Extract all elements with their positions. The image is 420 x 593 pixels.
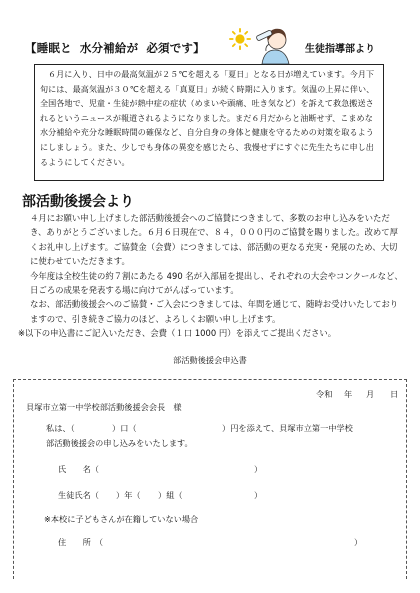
form-title: 部活動後援会申込書: [173, 355, 247, 365]
date-year: 年: [344, 389, 353, 399]
date-month: 月: [366, 389, 375, 399]
date-day: 日: [390, 389, 399, 399]
heading-part-1: 【睡眠と: [25, 41, 72, 55]
amount-open: ）口（: [112, 423, 137, 433]
address-label: 住 所 （: [58, 537, 104, 547]
name-close: ）: [254, 464, 263, 474]
announcement-heading: [25, 40, 205, 56]
section-paragraph-2: 今年度は全校生徒の約７割にあたる 490 名が入部届を提出し、それぞれの大会やコンクールなど、日ごろの成果を発表する場に向けてがんばっています。: [30, 270, 403, 296]
student-name-label: 生徒氏名（: [58, 490, 99, 500]
cut-out-form: [13, 379, 407, 579]
amount-close: ）円を添えて、貝塚市立第一中学校: [222, 423, 353, 433]
non-enrolled-note: ※本校に子どもさんが在籍していない場合: [44, 514, 199, 524]
student-grade: ）年（: [116, 490, 141, 500]
name-label: 氏 名（: [58, 464, 99, 474]
section-paragraph-4: ※以下の申込書にご記入いただき、会費（１口 1000 円）を添えてご提出ください。: [18, 328, 337, 339]
application-line: 部活動後援会の申し込みをいたします。: [46, 438, 193, 448]
heading-part-3: 必須です】: [146, 41, 205, 55]
student-class: ）組（: [158, 490, 183, 500]
heading-part-2: 水分補給が: [79, 41, 139, 55]
addressee: 貝塚市立第一中学校部活動後援会会長 様: [26, 402, 182, 412]
date-era: 令和: [316, 389, 333, 399]
student-close: ）: [254, 490, 263, 500]
sun-icon: [229, 28, 251, 50]
girl-drinking-water-illustration: [252, 20, 298, 66]
address-close: ）: [354, 537, 363, 547]
units-open: 私は、（: [46, 423, 75, 433]
section-heading: 部活動後援会より: [22, 194, 134, 210]
notice-paragraph: ６月に入り、日中の最高気温が２５℃を超える「夏日」となる日が増えています。今月下旬には、最高気温が３０℃を超える「真夏日」が続く時期に入ります。気温の上昇に伴い、全国各地で、児童・生徒が熱中症の症状（めまいや頭痛、吐き気など）を訴えて救急搬送されるというニュースが報道されるようになりました。まだ６月だからと油断せず、こまめな水分補給や充分な睡眠時間の確保など、自分自身の身体と健康を守るための対策を取るようにしましょう。また、少しでも身体の異変を感じたら、我慢せずにすぐに先生たちに申し出るようにしてください。: [40, 69, 375, 167]
department-label: 生徒指導部より: [305, 44, 375, 55]
notice-box: [34, 64, 384, 181]
section-paragraph-1: ４月にお願い申し上げました部活動後援会へのご協賛につきまして、多数のお申し込みをいただき、ありがとうございました。６月６日現在で、８４，０００円のご協賛を賜りました。改めて厚くお礼申し上げます。ご協賛金（会費）につきましては、部活動の更なる充実・発展のため、大切に使わせていただきます。: [30, 213, 398, 267]
section-body: [18, 211, 404, 341]
section-paragraph-3: なお、部活動後援会へのご協賛・ご入会につきましては、年間を通じて、随時お受けいたしておりますので、引き続きご協力のほど、よろしくお願い申し上げます。: [30, 299, 399, 324]
